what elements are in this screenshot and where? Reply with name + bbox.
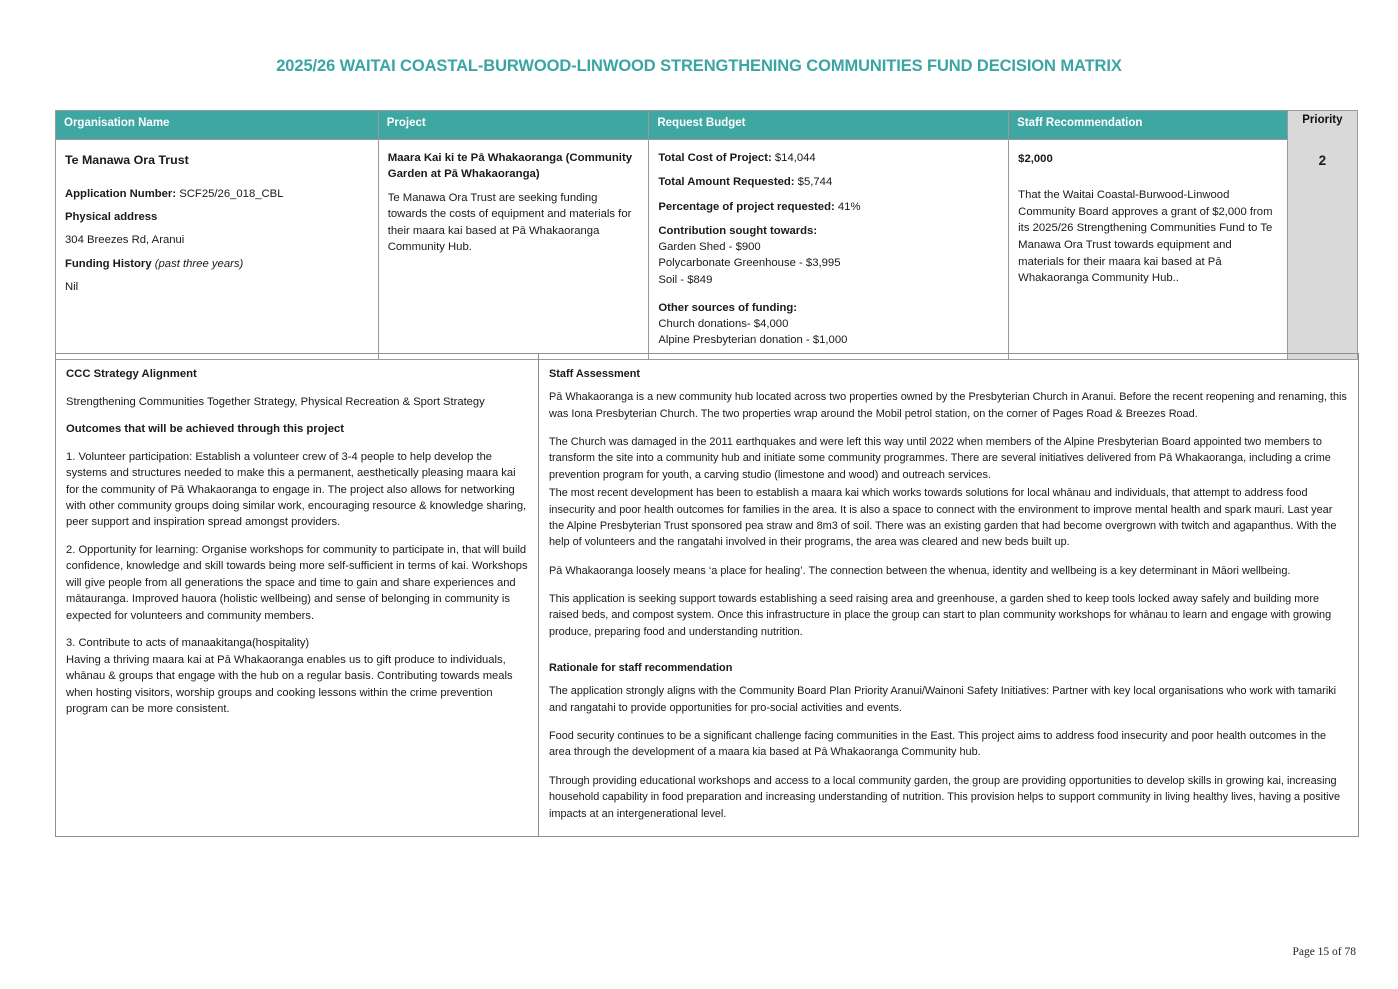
contribution-heading: Contribution sought towards: bbox=[658, 224, 818, 237]
contribution-item: Garden Shed - $900 bbox=[658, 241, 761, 254]
contribution-item: Polycarbonate Greenhouse - $3,995 bbox=[658, 257, 841, 270]
cell-organisation bbox=[56, 140, 379, 360]
cell-project bbox=[378, 140, 649, 360]
total-requested-label: Total Amount Requested: bbox=[658, 176, 795, 189]
other-sources-item: Alpine Presbyterian donation - $1,000 bbox=[658, 334, 848, 347]
application-number-label: Application Number: bbox=[65, 187, 177, 200]
cell-request-budget bbox=[649, 140, 1009, 360]
rationale-paragraph-2: Food security continues to be a significant challenge facing communities in the East. This project aims to address food insecurity and poor health outcomes in the area through the development of a maara kia based at Pā Whakaoranga Community hub. bbox=[549, 730, 1327, 759]
table-header-row bbox=[56, 111, 1358, 140]
outcomes-heading: Outcomes that will be achieved through this project bbox=[66, 423, 345, 436]
physical-address-label: Physical address bbox=[65, 211, 158, 224]
project-title: Maara Kai ki te Pā Whakaoranga (Community Garden at Pā Whakaoranga) bbox=[387, 152, 633, 181]
outcome-3-title: 3. Contribute to acts of manaakitanga(hospitality) bbox=[66, 637, 310, 650]
strategy-list: Strengthening Communities Together Strategy, Physical Recreation & Sport Strategy bbox=[66, 395, 485, 408]
funding-history-value: Nil bbox=[65, 280, 79, 293]
total-cost-of-project bbox=[658, 150, 999, 166]
outcome-2: 2. Opportunity for learning: Organise workshops for community to participate in, that will build confidence, knowledge and skill towards being more self-sufficient in terms of kai. Workshops will give people from all generations the space and time to gain and share experiences and mātauranga. Improved hauora (holistic wellbeing) and sense of belonging in community is expected for volunteers and community members. bbox=[66, 543, 528, 622]
staff-assessment-heading: Staff Assessment bbox=[549, 368, 640, 380]
application-number bbox=[65, 186, 369, 202]
funding-history-label: Funding History bbox=[65, 257, 152, 270]
project-description: Te Manawa Ora Trust are seeking funding towards the costs of equipment and materials for their maara kai based at Pā Whakaoranga Community Hub. bbox=[387, 191, 632, 254]
physical-address-value: 304 Breezes Rd, Aranui bbox=[65, 234, 185, 247]
header-organisation-name: Organisation Name bbox=[56, 111, 379, 140]
recommendation-text: That the Waitai Coastal-Burwood-Linwood Community Board approves a grant of $2,000 from its 2025/26 Strengthening Communities Fund to Te Manawa Ora Trust towards equipment and materials for their maara kai based at Pā Whakaoranga Community Hub.. bbox=[1018, 189, 1273, 285]
assessment-table bbox=[55, 353, 1359, 837]
header-project: Project bbox=[378, 111, 649, 140]
total-cost-label: Total Cost of Project: bbox=[658, 152, 772, 164]
total-cost-value: $14,044 bbox=[774, 152, 816, 164]
rationale-paragraph-3: Through providing educational workshops and access to a local community garden, the group are providing opportunities to develop skills in growing kai, increasing household capability in food preparation and increasing understanding of nutrition. This provision helps to support community in living healthy lives, having a positive impacts at an intergenerational level. bbox=[549, 774, 1341, 820]
application-summary-table bbox=[55, 110, 1358, 360]
header-staff-recommendation: Staff Recommendation bbox=[1009, 111, 1288, 140]
other-sources-heading: Other sources of funding: bbox=[658, 301, 798, 314]
percentage-value: 41% bbox=[837, 200, 861, 213]
cell-staff-recommendation bbox=[1009, 140, 1288, 360]
recommended-amount: $2,000 bbox=[1018, 153, 1053, 165]
funding-history-note: (past three years) bbox=[154, 257, 244, 270]
assessment-paragraph-4: Pā Whakaoranga loosely means ‘a place for healing’. The connection between the whenua, identity and wellbeing is a key determinant in Māori wellbeing. bbox=[549, 564, 1291, 577]
page-footer: Page 15 of 78 bbox=[1292, 946, 1356, 958]
assessment-row bbox=[56, 354, 1359, 837]
contribution-item: Soil - $849 bbox=[658, 273, 713, 286]
percentage-of-project-requested bbox=[658, 199, 999, 215]
total-amount-requested bbox=[658, 174, 999, 190]
spacer bbox=[658, 288, 999, 300]
outcome-3-body: Having a thriving maara kai at Pā Whakaoranga enables us to gift produce to individuals, whānau & groups that engage with the hub on a regular basis. Contributing towards meals when hosting visitors, worship groups and cooking lessons within the crime prevention program can be more consistent. bbox=[66, 653, 513, 715]
total-requested-value: $5,744 bbox=[797, 176, 833, 189]
application-number-value: SCF25/26_018_CBL bbox=[179, 187, 284, 200]
funding-history bbox=[65, 256, 369, 272]
strategy-alignment-heading: CCC Strategy Alignment bbox=[66, 368, 197, 380]
cell-staff-assessment bbox=[539, 354, 1359, 837]
assessment-paragraph-3: The most recent development has been to establish a maara kai which works towards solutions for local whānau and individuals, that attempt to address food insecurity and poor health outcomes for families in the area. It is also a space to connect with the environment to improve mental health and spark mauri. Last year the Alpine Presbyterian Trust sponsored pea straw and 8m3 of soil. There was an existing garden that had become overgrown with twitch and agapanthus. With the help of volunteers and the rangatahi involved in their programs, the area was cleared and new beds built up. bbox=[549, 487, 1337, 549]
percentage-label: Percentage of project requested: bbox=[658, 200, 835, 213]
outcome-1: 1. Volunteer participation: Establish a volunteer crew of 3-4 people to help develop the systems and structures needed to make this a permanent, aesthetically pleasing maara kai for the community of Pā Whakaoranga to engage in. The project also allows for networking with other community groups doing similar work, encouraging resource & knowledge sharing, peer support and inspiration spread amongst providers. bbox=[66, 450, 527, 529]
table-row bbox=[56, 140, 1358, 360]
assessment-paragraph-1: Pā Whakaoranga is a new community hub located across two properties owned by the Presbyterian Church in Aranui. Before the recent reopening and renaming, this was Iona Presbyterian Church. The two properties wrap around the Mobil petrol station, on the corner of Pages Road & Breezes Road. bbox=[549, 391, 1347, 420]
cell-priority: 2 bbox=[1287, 140, 1357, 360]
organisation-name: Te Manawa Ora Trust bbox=[65, 153, 189, 167]
rationale-heading: Rationale for staff recommendation bbox=[549, 662, 733, 675]
cell-strategy-alignment bbox=[56, 354, 539, 837]
header-priority: Priority bbox=[1287, 111, 1357, 140]
page-title: 2025/26 WAITAI COASTAL-BURWOOD-LINWOOD STRENGTHENING COMMUNITIES FUND DECISION MATRIX bbox=[276, 57, 1122, 75]
rationale-paragraph-1: The application strongly aligns with the Community Board Plan Priority Aranui/Wainoni Safety Initiatives: Partner with key local organisations who work with tamariki and rangatahi to provide opportunities for pro-social activities and events. bbox=[549, 685, 1337, 714]
other-sources-item: Church donations- $4,000 bbox=[658, 318, 789, 331]
header-request-budget: Request Budget bbox=[649, 111, 1009, 140]
assessment-paragraph-2: The Church was damaged in the 2011 earthquakes and were left this way until 2022 when members of the Alpine Presbyterian Board appointed two members to transform the site into a community hub and initiate some community programmes. There are several initiatives delivered from Pā Whakaoranga, including a crime prevention program for youth, a carving studio (limestone and wood) and outreach services. bbox=[549, 436, 1331, 481]
assessment-paragraph-5: This application is seeking support towards establishing a seed raising area and greenhouse, a garden shed to keep tools locked away safely and building more raised beds, and compost system. Once this infrastructure in place the group can start to plan community workshops for whānau to learn and engage with growing produce, preparing food and understanding nutrition. bbox=[549, 592, 1332, 638]
